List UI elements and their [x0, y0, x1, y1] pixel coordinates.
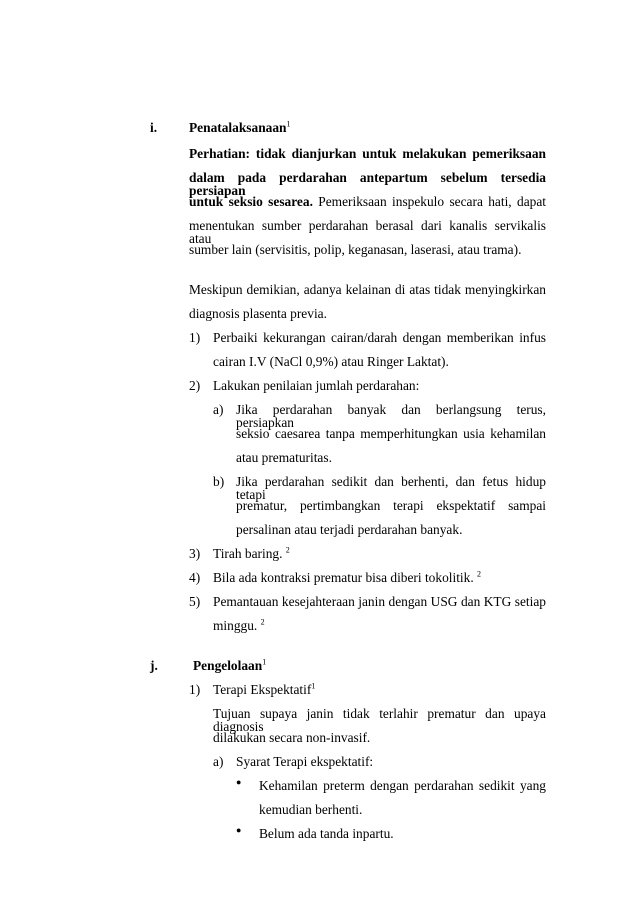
sub-item-title: Syarat Terapi ekspektatif: [236, 754, 374, 769]
list-item-text: Lakukan penilaian jumlah perdarahan: [213, 378, 420, 393]
list-item-text: Tirah baring. $^2$ [213, 545, 290, 561]
warning-line-3: untuk seksio sesarea. Pemeriksaan inspekulo secara hati, dapat [189, 194, 546, 209]
list-item-number: 3) [189, 546, 201, 561]
list-item-text: Pemantauan kesejahteraan janin dengan USG dan KTG setiap [213, 594, 546, 609]
section-j-heading: Pengelolaan$^1$ [193, 657, 267, 673]
bullet-text: Belum ada tanda inpartu. [259, 826, 394, 841]
sub-item-letter: a) [213, 402, 224, 417]
list-item-number: 2) [189, 378, 201, 393]
list-item-number: 1) [189, 330, 201, 345]
bullet-dot-icon: ● [236, 777, 242, 787]
bullet-text: kemudian berhenti. [259, 802, 363, 817]
section-j-marker: j. [150, 658, 158, 673]
paragraph-1-line-4: menentukan sumber perdarahan berasal dari kanalis servikalis atau [189, 218, 546, 247]
sub-item-text: seksio caesarea tanpa memperhitungkan usia kehamilan [236, 426, 546, 441]
sub-item-text: atau prematuritas. [236, 450, 332, 465]
sub-item-text: prematur, pertimbangkan terapi ekspektatif sampai [236, 498, 546, 513]
description-line-1: Tujuan supaya janin tidak terlahir prematur dan upaya diagnosis [213, 706, 546, 735]
warning-line-1: Perhatian: tidak dianjurkan untuk melakukan pemeriksaan [189, 146, 546, 161]
sub-item-letter: b) [213, 474, 225, 489]
list-item-text: Bila ada kontraksi prematur bisa diberi tokolitik. $^2$ [213, 569, 482, 585]
list-item-number: 1) [189, 682, 201, 697]
section-i-marker: i. [150, 120, 158, 135]
warning-line-2: dalam pada perdarahan antepartum sebelum tersedia persiapan [189, 170, 546, 199]
list-item-title: Terapi Ekspektatif$^1$ [213, 681, 316, 697]
paragraph-2-line-1: Meskipun demikian, adanya kelainan di atas tidak menyingkirkan [189, 282, 546, 297]
sub-item-text: persalinan atau terjadi perdarahan banyak. [236, 522, 463, 537]
section-i-heading: Penatalaksanaan$^1$ [189, 119, 291, 135]
bullet-dot-icon: ● [236, 825, 242, 835]
list-item-text: minggu. $^2$ [213, 617, 265, 633]
list-item-text: Perbaiki kekurangan cairan/darah dengan memberikan infus [213, 330, 546, 345]
sub-item-letter: a) [213, 754, 224, 769]
list-item-text: cairan I.V (NaCl 0,9%) atau Ringer Laktat). [213, 354, 449, 369]
sub-item-text: Jika perdarahan banyak dan berlangsung terus, persiapkan [236, 402, 546, 431]
list-item-number: 4) [189, 570, 201, 585]
sub-item-text: Jika perdarahan sedikit dan berhenti, dan fetus hidup tetapi [236, 474, 546, 503]
paragraph-2-line-2: diagnosis plasenta previa. [189, 306, 327, 321]
bullet-text: Kehamilan preterm dengan perdarahan sedikit yang [259, 778, 546, 793]
paragraph-1-line-5: sumber lain (servisitis, polip, keganasan, laserasi, atau trama). [189, 242, 522, 257]
list-item-number: 5) [189, 594, 201, 609]
description-line-2: dilakukan secara non-invasif. [213, 730, 371, 745]
